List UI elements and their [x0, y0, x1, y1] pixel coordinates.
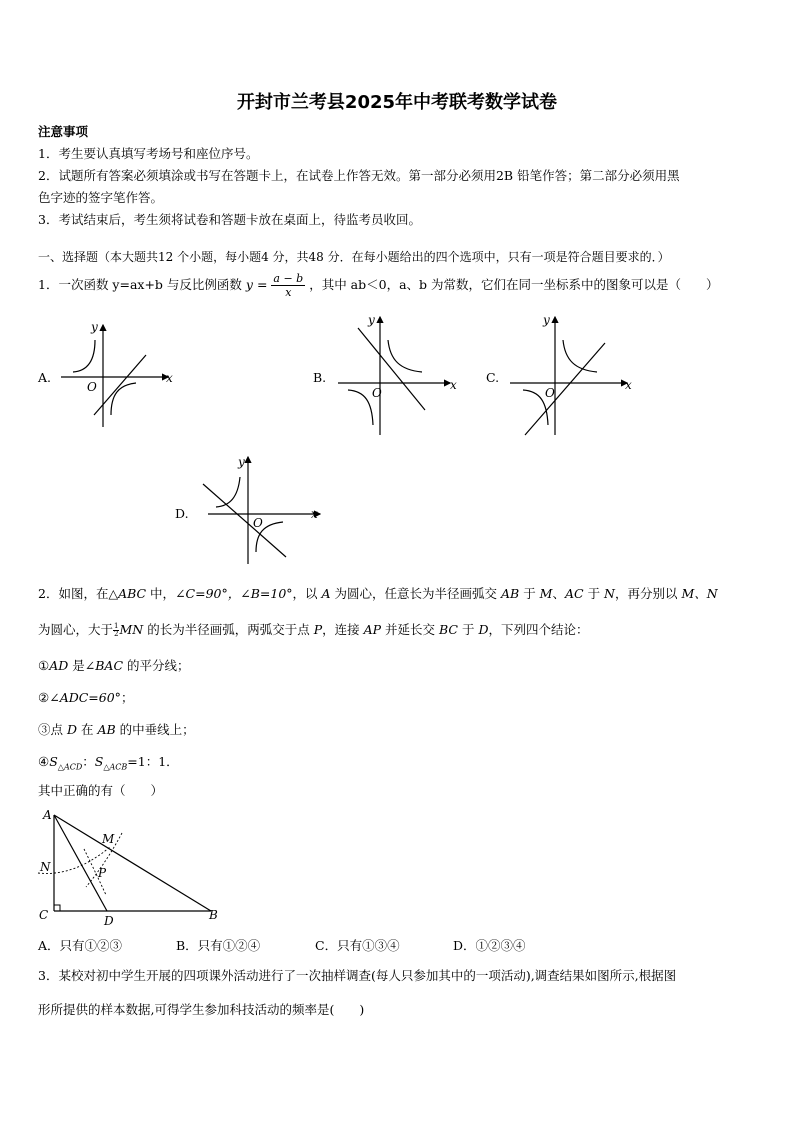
x-label: x — [450, 378, 457, 392]
math: P — [313, 622, 323, 637]
text: 在 — [77, 722, 98, 737]
q1-option-b-label: B. — [313, 370, 327, 385]
text: 的中垂线上； — [115, 722, 195, 737]
line-graph — [525, 343, 605, 435]
line-graph — [203, 484, 286, 557]
q1-option-a-label: A. — [38, 370, 52, 385]
q1-graph-c — [505, 310, 640, 440]
text: ，连接 — [322, 622, 364, 637]
text: 为圆心，大于 — [38, 622, 114, 637]
label-m: M — [102, 832, 115, 846]
frac-den: 2 — [114, 630, 119, 638]
origin-label: O — [372, 386, 382, 400]
question-2-line-2 — [38, 620, 588, 638]
math: AC — [565, 586, 584, 601]
math: AB — [97, 722, 116, 737]
notice-item-2-cont: 色字迹的签字笔作答。 — [38, 190, 164, 205]
math: N — [604, 586, 615, 601]
q2-answer-c: C．只有①③④ — [315, 938, 400, 953]
num: ④ — [38, 754, 50, 769]
hyperbola-branch-1 — [73, 340, 95, 372]
math: M — [539, 586, 553, 601]
notice-item-1: 1．考生要认真填写考场号和座位序号。 — [38, 146, 259, 161]
hyperbola-branch-1 — [563, 340, 597, 372]
section-heading: 一、选择题（本大题共12 个小题，每小题4 分，共48 分．在每小题给出的四个选项中，只有一项是符合题目要求的．） — [38, 250, 670, 264]
q1-graph-a — [58, 315, 183, 435]
text: 于 — [583, 586, 605, 601]
x-label: x — [625, 378, 632, 392]
text: 的平分线； — [123, 658, 190, 673]
notice-heading: 注意事项 — [38, 124, 89, 139]
math: ∠C=90°，∠B=10° — [175, 586, 293, 601]
conclusion-4 — [38, 752, 179, 772]
text: =1：1． — [127, 754, 179, 769]
q2-answer-a: A．只有①②③ — [38, 938, 123, 953]
math: S — [49, 754, 58, 769]
math-sub: △ACD — [57, 762, 83, 772]
q1-frac-den: x — [285, 286, 292, 299]
q1-pre: 1．一次函数 y=ax+b 与反比例函数 — [38, 277, 242, 292]
conclusion-2 — [38, 688, 133, 706]
math: ∠ADC=60° — [49, 690, 121, 705]
label-d: D — [104, 914, 114, 928]
math: S — [94, 754, 104, 769]
label-a: A — [43, 808, 52, 822]
question-2-line-1 — [38, 584, 718, 602]
text: 、 — [552, 586, 565, 601]
q1-frac-num: a − b — [273, 272, 304, 285]
hyperbola-branch-2 — [111, 383, 136, 415]
text: 于 — [457, 622, 479, 637]
hyperbola-branch-1 — [388, 340, 422, 372]
origin-label: O — [87, 380, 97, 394]
text: ，以 — [292, 586, 322, 601]
y-label: y — [91, 320, 98, 334]
question-3-line-2: 形所提供的样本数据,可得学生参加科技活动的频率是( ) — [38, 1002, 365, 1017]
line-graph — [94, 355, 146, 415]
math: D — [67, 722, 78, 737]
segment-ad — [54, 815, 107, 911]
q1-post: ，其中 ab＜0，a、b 为常数，它们在同一坐标系中的图象可以是（ ） — [309, 277, 719, 292]
triangle-figure — [34, 805, 224, 930]
text: ，再分别以 — [614, 586, 682, 601]
text: 2．如图，在 — [38, 586, 109, 601]
math: D — [478, 622, 489, 637]
question-1-text — [38, 272, 719, 299]
math: A — [321, 586, 331, 601]
x-label: x — [311, 507, 318, 521]
y-label: y — [238, 455, 245, 469]
hyperbola-branch-2 — [348, 390, 373, 425]
num: ③ — [38, 722, 51, 737]
q1-option-d-label: D. — [175, 506, 189, 521]
page-title: 开封市兰考县2025年中考联考数学试卷 — [236, 92, 558, 113]
math: AB — [501, 586, 520, 601]
notice-item-2: 2．试题所有答案必须填涂或书写在答题卡上，在试卷上作答无效。第一部分必须用2B 铅笔作答；第二部分必须用黑 — [38, 168, 680, 183]
text: ； — [120, 690, 134, 705]
hyperbola-branch-1 — [216, 477, 240, 507]
conclusion-1 — [38, 656, 190, 674]
q1-fraction — [271, 272, 305, 299]
q2-answer-d: D．①②③④ — [453, 938, 526, 953]
text: 为圆心，任意长为半径画弧交 — [330, 586, 501, 601]
notice-item-3: 3．考试结束后，考生须将试卷和答题卡放在桌面上，待监考员收回。 — [38, 212, 421, 227]
origin-label: O — [253, 516, 263, 530]
math: BC — [439, 622, 458, 637]
num: ② — [38, 690, 50, 705]
origin-label: O — [545, 386, 555, 400]
q2-answer-b: B．只有①②④ — [176, 938, 261, 953]
text: 点 — [50, 722, 67, 737]
q1-option-c-label: C. — [486, 370, 500, 385]
math: ∠BAC — [84, 658, 124, 673]
math: AP — [363, 622, 382, 637]
text: 并延长交 — [381, 622, 439, 637]
y-label: y — [368, 313, 375, 327]
q1-graph-b — [330, 310, 465, 440]
label-c: C — [39, 908, 49, 922]
label-n: N — [40, 860, 51, 874]
question-2-ask: 其中正确的有（ ） — [38, 783, 164, 798]
math: MN — [119, 622, 144, 637]
label-p: P — [98, 866, 107, 880]
text: 中， — [146, 586, 176, 601]
num: ① — [38, 658, 50, 673]
label-b: B — [209, 908, 218, 922]
side-ab — [54, 815, 211, 911]
text: ，下列四个结论： — [488, 622, 589, 637]
text: 是 — [68, 658, 85, 673]
frac-num: 1 — [114, 622, 119, 630]
text: 于 — [519, 586, 540, 601]
text: ： — [82, 754, 95, 769]
y-label: y — [543, 313, 550, 327]
conclusion-3 — [38, 720, 195, 738]
q1-y-eq: y = — [245, 277, 268, 292]
math: AD — [49, 658, 69, 673]
math-sub: △ACB — [103, 762, 128, 772]
q1-graph-d — [198, 452, 328, 570]
x-label: x — [166, 371, 173, 385]
right-angle-mark — [54, 905, 60, 911]
text: 的长为半径画弧，两弧交于点 — [143, 622, 314, 637]
math: △ABC — [108, 586, 147, 601]
question-3-line-1: 3．某校对初中学生开展的四项课外活动进行了一次抽样调查(每人只参加其中的一项活动),调查结果如图所示,根据图 — [38, 968, 677, 983]
math: M、N — [681, 586, 718, 601]
line-graph — [358, 328, 425, 410]
